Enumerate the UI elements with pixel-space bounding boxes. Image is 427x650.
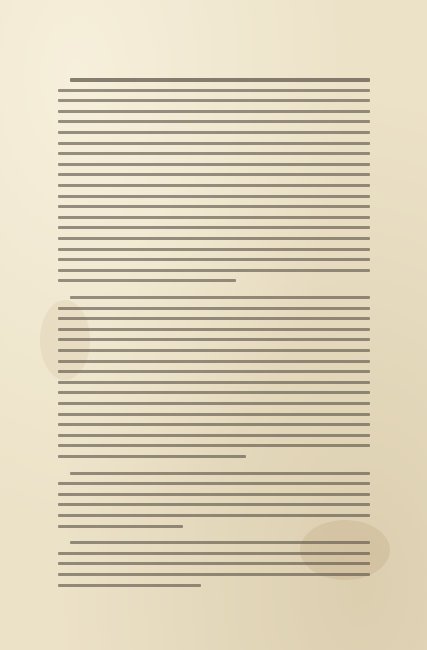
text-line-placeholder bbox=[58, 514, 370, 517]
text-line-placeholder bbox=[58, 444, 370, 447]
text-line-placeholder bbox=[58, 152, 370, 155]
text-line-placeholder bbox=[58, 370, 370, 373]
text-line-placeholder bbox=[58, 328, 370, 331]
text-line-placeholder bbox=[58, 142, 370, 145]
text-line-placeholder bbox=[58, 226, 370, 229]
text-line-placeholder bbox=[58, 493, 370, 496]
text-line-placeholder bbox=[58, 391, 370, 394]
text-line-placeholder bbox=[58, 562, 370, 565]
text-line-placeholder bbox=[58, 317, 370, 320]
text-line-placeholder bbox=[58, 552, 370, 555]
text-line-placeholder bbox=[70, 472, 370, 475]
text-line-placeholder bbox=[58, 349, 370, 352]
text-line-placeholder bbox=[58, 402, 370, 405]
text-line-placeholder bbox=[58, 216, 370, 219]
text-line-placeholder bbox=[58, 173, 370, 176]
text-line-placeholder bbox=[58, 381, 370, 384]
text-line-placeholder bbox=[58, 307, 370, 310]
text-line-placeholder bbox=[58, 120, 370, 123]
text-line-placeholder bbox=[58, 434, 370, 437]
text-line-placeholder bbox=[58, 237, 370, 240]
text-line-placeholder bbox=[70, 296, 370, 299]
text-line-placeholder bbox=[58, 89, 370, 92]
text-line-placeholder bbox=[58, 482, 370, 485]
text-line-placeholder bbox=[58, 503, 370, 506]
text-line-placeholder bbox=[58, 360, 370, 363]
text-line-placeholder bbox=[58, 99, 370, 102]
text-line-placeholder bbox=[58, 573, 370, 576]
text-line-placeholder bbox=[58, 163, 370, 166]
text-line-placeholder bbox=[70, 541, 370, 544]
text-line-placeholder bbox=[58, 195, 370, 198]
text-line-placeholder bbox=[58, 413, 370, 416]
text-line-placeholder bbox=[58, 205, 370, 208]
text-line-placeholder bbox=[70, 78, 370, 82]
text-line-placeholder bbox=[58, 248, 370, 251]
text-line-placeholder bbox=[58, 184, 370, 187]
text-line-placeholder bbox=[58, 269, 370, 272]
text-line-placeholder bbox=[58, 423, 370, 426]
text-line-placeholder bbox=[58, 455, 246, 458]
text-line-placeholder bbox=[58, 279, 236, 282]
text-line-placeholder bbox=[58, 525, 183, 528]
text-line-placeholder bbox=[58, 110, 370, 113]
text-line-placeholder bbox=[58, 131, 370, 134]
text-line-placeholder bbox=[58, 338, 370, 341]
body-text bbox=[58, 74, 370, 594]
text-line-placeholder bbox=[58, 258, 370, 261]
text-line-placeholder bbox=[58, 584, 201, 587]
